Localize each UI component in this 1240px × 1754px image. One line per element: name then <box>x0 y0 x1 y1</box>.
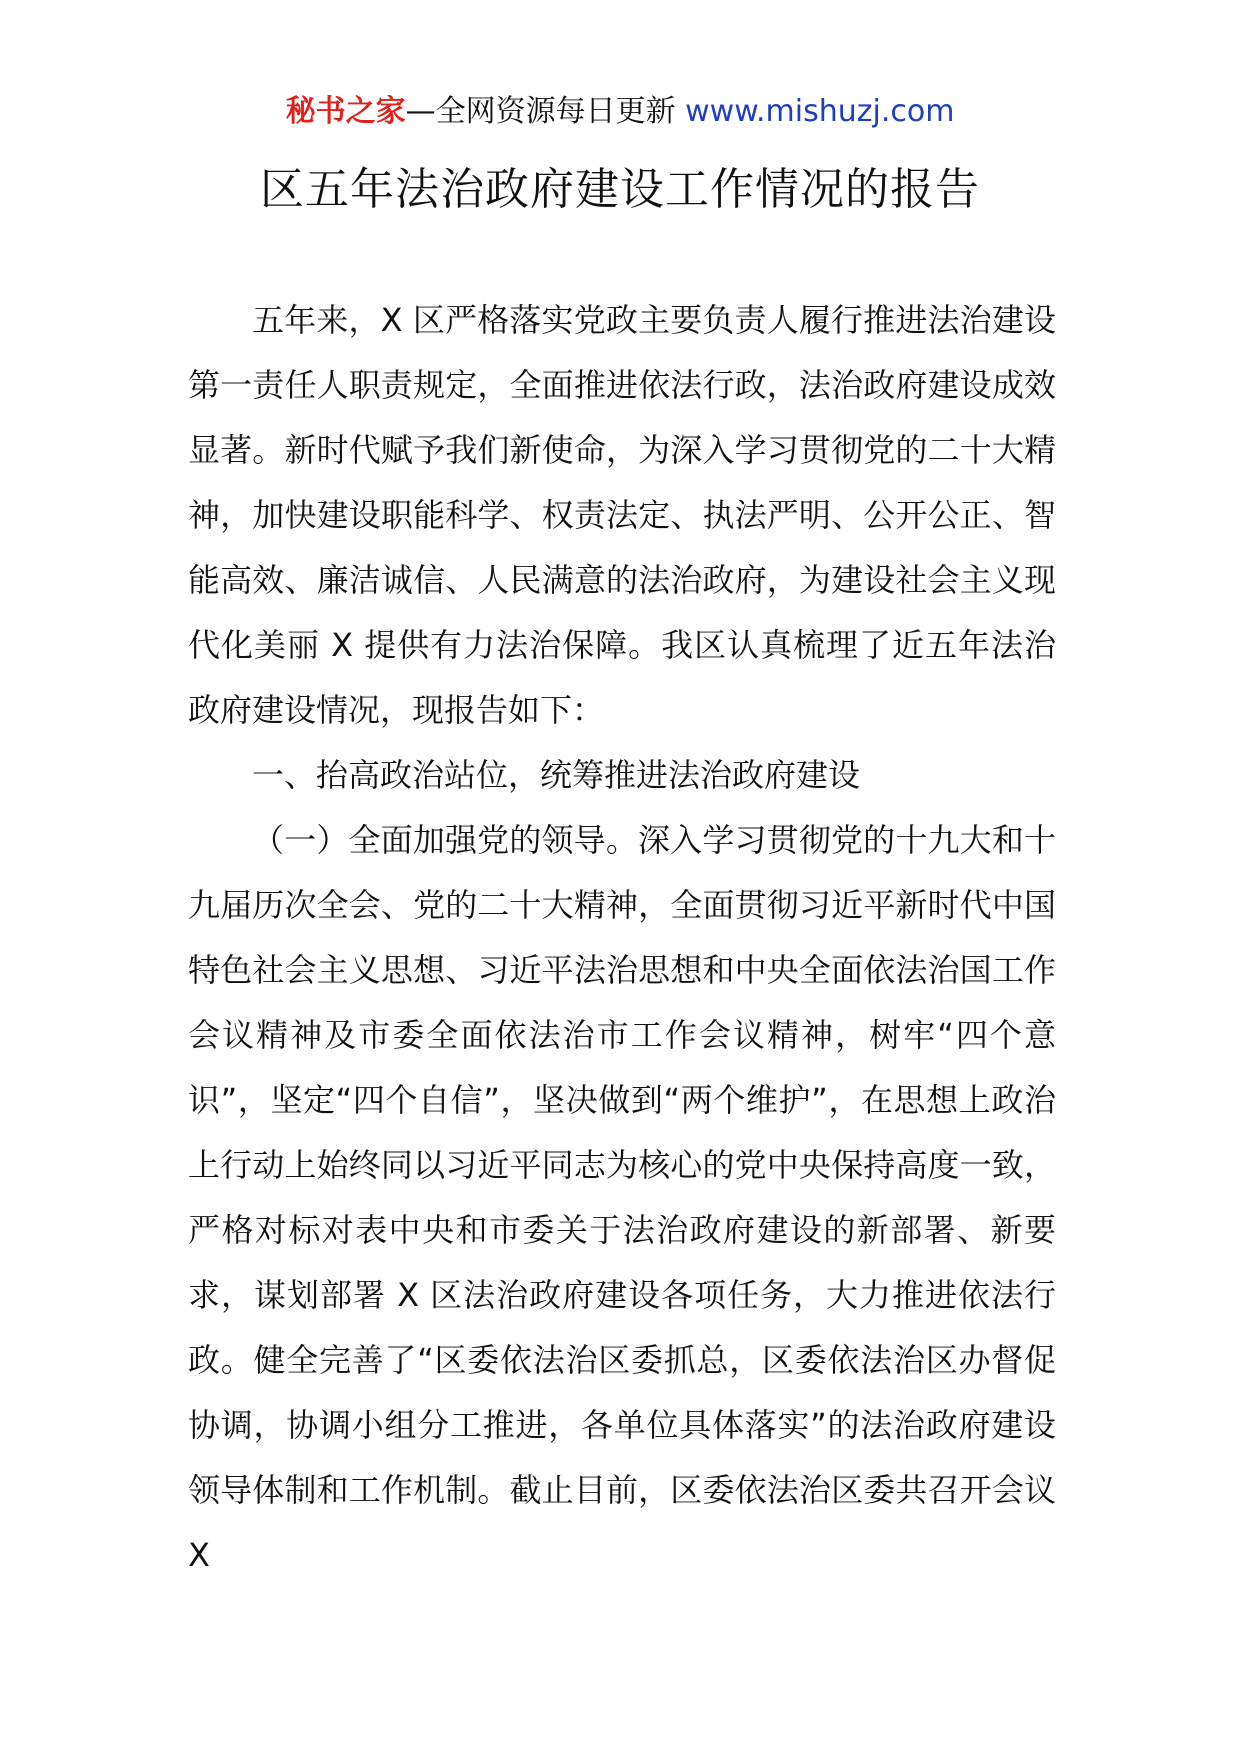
body-paragraph: （一）全面加强党的领导。深入学习贯彻党的十九大和十九届历次全会、党的二十大精神，全面贯彻习近平新时代中国特色社会主义思想、习近平法治思想和中央全面依法治国工作会议精神及市委全面依法治市工作会议精神，树牢“四个意识”，坚定“四个自信”，坚决做到“两个维护”，在思想上政治上行动上始终同以习近平同志为核心的党中央保持高度一致，严格对标对表中央和市委关于法治政府建设的新部署、新要求，谋划部署 X 区法治政府建设各项任务，大力推进依法行政。健全完善了“区委依法治区委抓总，区委依法治区办督促协调，协调小组分工推进，各单位具体落实”的法治政府建设领导体制和工作机制。截止目前，区委依法治区委共召开会议 X <box>188 821 1056 1574</box>
site-url[interactable]: www.mishuzj.com <box>685 94 955 129</box>
document-title: 区五年法治政府建设工作情况的报告 <box>260 164 980 215</box>
document-body <box>188 288 1056 1588</box>
site-header <box>0 92 1240 132</box>
site-tagline: —全网资源每日更新 <box>405 94 686 129</box>
site-brand: 秘书之家 <box>285 94 406 129</box>
intro-paragraph: 五年来，X 区严格落实党政主要负责人履行推进法治建设第一责任人职责规定，全面推进依法行政，法治政府建设成效显著。新时代赋予我们新使命，为深入学习贯彻党的二十大精神，加快建设职能科学、权责法定、执法严明、公开公正、智能高效、廉洁诚信、人民满意的法治政府，为建设社会主义现代化美丽 X 提供有力法治保障。我区认真梳理了近五年法治政府建设情况，现报告如下： <box>188 301 1056 729</box>
section-heading: 一、抬高政治站位，统筹推进法治政府建设 <box>252 756 861 794</box>
